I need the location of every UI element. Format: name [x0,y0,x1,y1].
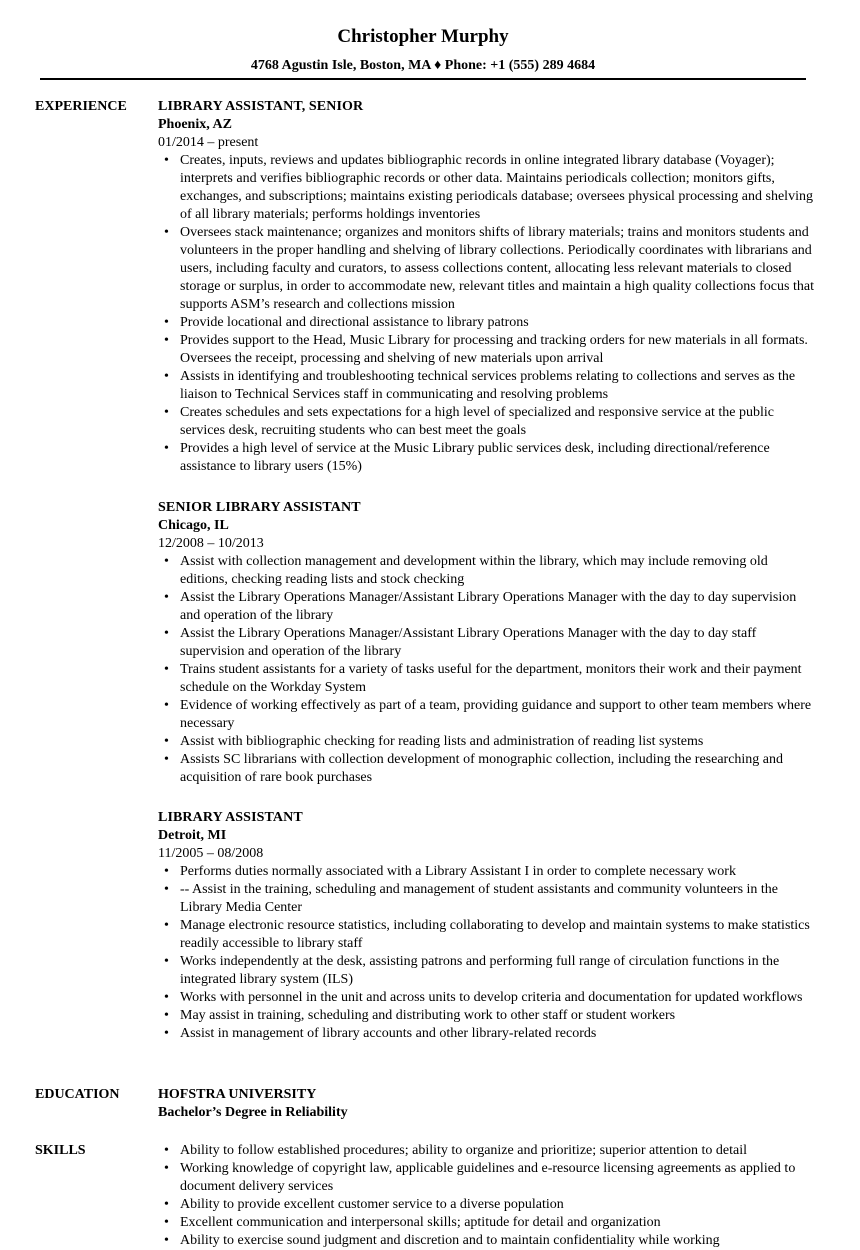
job-bullets [158,553,818,787]
list-item: • Ability to follow established procedures; ability to organize and prioritize; superior attention to detail [158,1142,818,1160]
experience-heading: EXPERIENCE [35,99,127,114]
list-item: • Manage electronic resource statistics, including collaborating to develop and maintain systems to make statistics readily accessible to library staff [158,917,818,953]
list-item: • Ability to exercise sound judgment and discretion and to maintain confidentiality while working [158,1232,818,1250]
list-item: • Assists SC librarians with collection development of monographic collection, including the researching and acquisition of rare book purchases [158,751,818,787]
job-location: Detroit, MI [158,828,227,843]
education-entry [158,1086,818,1122]
job-bullets [158,152,818,476]
list-item: • Assist the Library Operations Manager/Assistant Library Operations Manager with the day to day staff supervision and operation of the library [158,625,818,661]
skills-heading: SKILLS [35,1143,86,1158]
list-item: • Provides support to the Head, Music Library for processing and tracking orders for new materials in all formats. Oversees the receipt, processing and shelving of new materials upon arrival [158,332,818,368]
list-item: • Creates schedules and sets expectations for a high level of specialized and responsive service at the public services desk, recruiting students who can best meet the goals [158,404,818,440]
job-title: LIBRARY ASSISTANT, SENIOR [158,99,364,114]
job-dates: 01/2014 – present [158,135,259,150]
list-item: • Assists in identifying and troubleshooting technical services problems relating to collections and serves as the liaison to Technical Services staff in communicating and resolving problems [158,368,818,404]
list-item: • Oversees stack maintenance; organizes and monitors shifts of library materials; trains and monitors students and volunteers in the proper handling and shelving of library collections. Periodically coordinates with librarians and users, including faculty and curators, to assess collections content, allocating less relevant materials to closed storage or surplus, in order to accommodate new, relevant titles and maintain a high quality collections focus that supports ASM’s research and collections mission [158,224,818,314]
list-item: • Provides a high level of service at the Music Library public services desk, including directional/reference assistance to library users (15%) [158,440,818,476]
list-item: • Assist with bibliographic checking for reading lists and administration of reading list systems [158,733,818,751]
list-item: • Performs duties normally associated with a Library Assistant I in order to complete necessary work [158,863,818,881]
job-location: Phoenix, AZ [158,117,232,132]
job-entry [158,809,818,1043]
school-name: HOFSTRA UNIVERSITY [158,1087,317,1102]
list-item: • Excellent communication and interpersonal skills; aptitude for detail and organization [158,1214,818,1232]
header-divider [40,78,806,80]
list-item: • Works independently at the desk, assisting patrons and performing full range of circulation functions in the integrated library system (ILS) [158,953,818,989]
list-item: • Evidence of working effectively as part of a team, providing guidance and support to other team members where necessary [158,697,818,733]
list-item: • Provide locational and directional assistance to library patrons [158,314,818,332]
skills-list [158,1142,818,1250]
job-entry [158,98,818,476]
job-location: Chicago, IL [158,518,229,533]
list-item: • Works with personnel in the unit and across units to develop criteria and documentation for updated workflows [158,989,818,1007]
skills-entry [158,1142,818,1250]
list-item: • Working knowledge of copyright law, applicable guidelines and e-resource licensing agreements as applied to document delivery services [158,1160,818,1196]
list-item: • Creates, inputs, reviews and updates bibliographic records in online integrated library database (Voyager); interprets and verifies bibliographic records or other data. Maintains periodicals collection; monitors gifts, exchanges, and subscriptions; maintains existing periodicals database; oversees physical processing and shelving of all library materials; performs holdings inventories [158,152,818,224]
education-heading: EDUCATION [35,1087,120,1102]
list-item: • Assist the Library Operations Manager/Assistant Library Operations Manager with the day to day supervision and operation of the library [158,589,818,625]
job-dates: 12/2008 – 10/2013 [158,536,264,551]
candidate-name: Christopher Murphy [337,26,509,47]
job-entry [158,499,818,787]
list-item: • Assist in management of library accounts and other library-related records [158,1025,818,1043]
job-title: SENIOR LIBRARY ASSISTANT [158,500,361,515]
list-item: • May assist in training, scheduling and distributing work to other staff or student workers [158,1007,818,1025]
job-bullets [158,863,818,1043]
list-item: • Assist with collection management and development within the library, which may include removing old editions, checking reading lists and stock checking [158,553,818,589]
contact-line: 4768 Agustin Isle, Boston, MA ♦ Phone: +1 (555) 289 4684 [250,58,596,73]
list-item: • Ability to provide excellent customer service to a diverse population [158,1196,818,1214]
job-dates: 11/2005 – 08/2008 [158,846,264,861]
list-item: • Trains student assistants for a variety of tasks useful for the department, monitors their work and their payment schedule on the Workday System [158,661,818,697]
job-title: LIBRARY ASSISTANT [158,810,303,825]
list-item: • -- Assist in the training, scheduling and management of student assistants and community volunteers in the Library Media Center [158,881,818,917]
degree: Bachelor’s Degree in Reliability [158,1105,348,1120]
